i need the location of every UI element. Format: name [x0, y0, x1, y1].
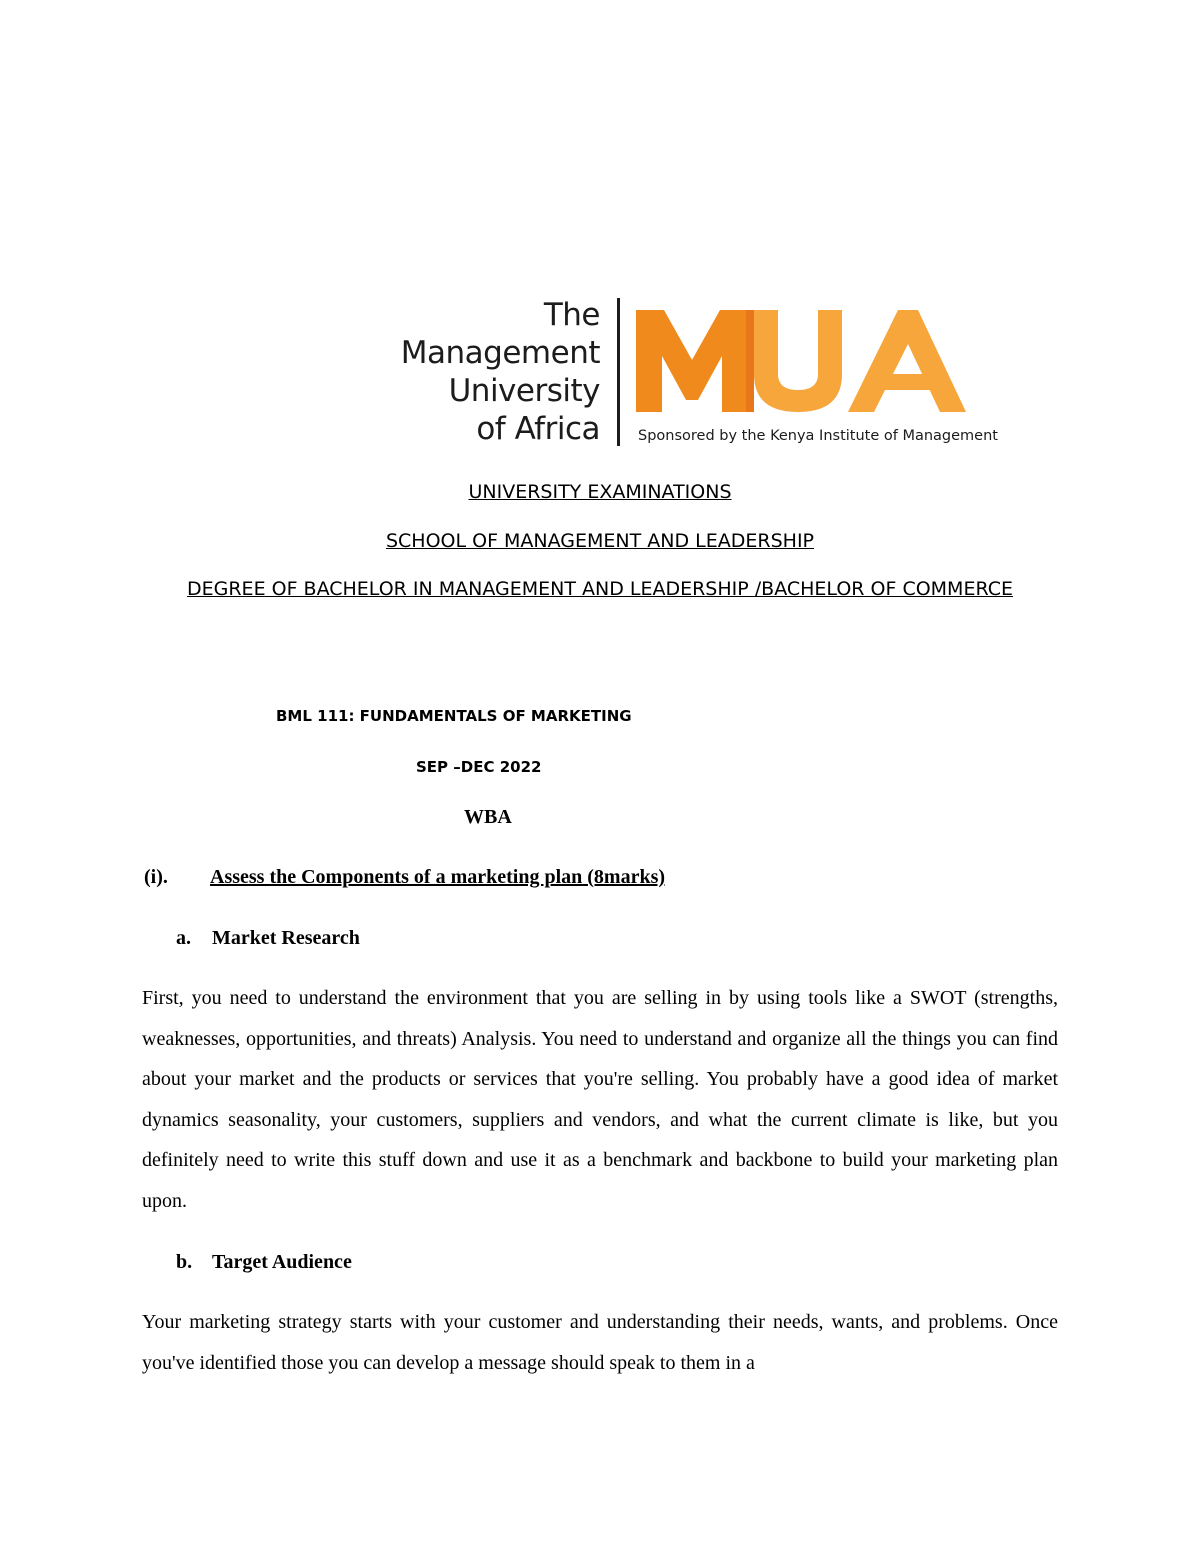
school-heading: SCHOOL OF MANAGEMENT AND LEADERSHIP [385, 530, 815, 552]
logo-divider [617, 298, 620, 446]
section-title: Market Research [212, 927, 360, 949]
section-body: First, you need to understand the environment that you are selling in by using tools like a SWOT (strengths, weaknesses, opportunities, and threats) Analysis. You need to understand and organize all the things you can find about your market and the products or services that you're selling. You probably have a good idea of market dynamics seasonality, your customers, suppliers and vendors, and what the current climate is like, but you definitely need to write this stuff down and use it as a benchmark and backbone to build your marketing plan upon. [142, 987, 1058, 1212]
logo-m-shape [636, 310, 746, 412]
logo-a-shape [848, 310, 966, 412]
section-body: Your marketing strategy starts with your customer and understanding their needs, wants, and problems. Once you've identified those you can develop a message should speak to them in a [142, 1311, 1058, 1374]
logo-line: University [448, 373, 600, 409]
section-heading [176, 927, 360, 950]
logo-overlap-shape [746, 310, 754, 412]
section-letter: b. [176, 1251, 193, 1273]
exam-heading: UNIVERSITY EXAMINATIONS [468, 481, 732, 503]
question-text: Assess the Components of a marketing plan (8marks) [210, 866, 666, 888]
course-period: SEP –DEC 2022 [416, 758, 542, 776]
question-heading [144, 866, 665, 889]
logo-line: The [543, 297, 600, 333]
logo-line: Management [400, 335, 600, 371]
logo-u-shape [754, 310, 842, 412]
section-title: Target Audience [212, 1251, 352, 1273]
university-name-logo [400, 296, 600, 448]
assessment-label: WBA [464, 806, 512, 828]
logo-tagline: Sponsored by the Kenya Institute of Management [638, 428, 998, 444]
section-letter: a. [176, 927, 191, 949]
question-number: (i). [144, 866, 168, 888]
degree-heading: DEGREE OF BACHELOR IN MANAGEMENT AND LEADERSHIP /BACHELOR OF COMMERCE [187, 578, 1013, 600]
section-heading [176, 1251, 352, 1274]
logo-a-crossbar [880, 374, 936, 390]
course-title: BML 111: FUNDAMENTALS OF MARKETING [276, 707, 632, 725]
mua-logo-mark [636, 308, 968, 414]
logo-line: of Africa [476, 411, 600, 447]
